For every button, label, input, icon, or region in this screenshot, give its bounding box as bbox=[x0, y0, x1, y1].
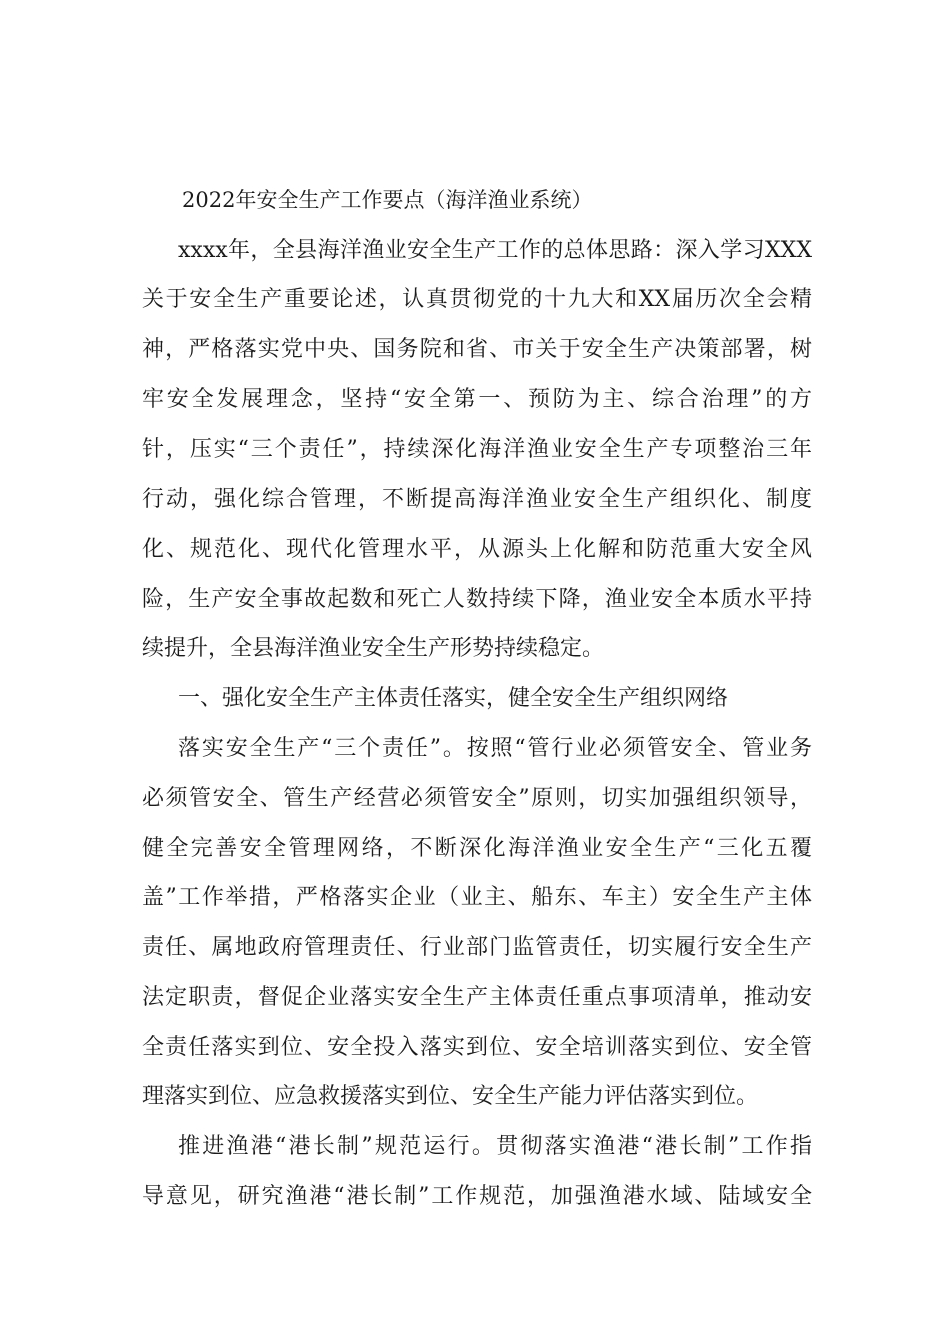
paragraph-2-line-3: 健全完善安全管理网络，不断深化海洋渔业安全生产“三化五覆 bbox=[142, 836, 812, 861]
paragraph-3-line-1: 推进渔港“港长制”规范运行。贯彻落实渔港“港长制”工作指 bbox=[178, 1134, 812, 1159]
paragraph-1-line-9: 续提升，全县海洋渔业安全生产形势持续稳定。 bbox=[142, 636, 605, 661]
paragraph-2-line-5: 责任、属地政府管理责任、行业部门监管责任，切实履行安全生产 bbox=[142, 935, 812, 960]
paragraph-3-line-2: 导意见，研究渔港“港长制”工作规范，加强渔港水域、陆域安全 bbox=[142, 1184, 812, 1209]
paragraph-1-line-5: 针，压实“三个责任”，持续深化海洋渔业安全生产专项整治三年 bbox=[142, 437, 812, 462]
paragraph-2-line-6: 法定职责，督促企业落实安全生产主体责任重点事项清单，推动安 bbox=[142, 985, 812, 1010]
paragraph-2-line-2: 必须管安全、管生产经营必须管安全”原则，切实加强组织领导， bbox=[142, 786, 812, 811]
paragraph-2-line-1: 落实安全生产“三个责任”。按照“管行业必须管安全、管业务 bbox=[178, 736, 812, 761]
paragraph-2-line-8: 理落实到位、应急救援落实到位、安全生产能力评估落实到位。 bbox=[142, 1084, 759, 1109]
paragraph-1-line-6: 行动，强化综合管理，不断提高海洋渔业安全生产组织化、制度 bbox=[142, 487, 812, 512]
section-heading-1: 一、强化安全生产主体责任落实，健全安全生产组织网络 bbox=[178, 686, 729, 711]
document-title: 2022年安全生产工作要点（海洋渔业系统） bbox=[182, 188, 593, 212]
paragraph-1-line-8: 险，生产安全事故起数和死亡人数持续下降，渔业安全本质水平持 bbox=[142, 587, 812, 612]
paragraph-2-line-4: 盖”工作举措，严格落实企业（业主、船东、车主）安全生产主体 bbox=[142, 885, 812, 910]
paragraph-1-line-7: 化、规范化、现代化管理水平，从源头上化解和防范重大安全风 bbox=[142, 537, 812, 562]
paragraph-2-line-7: 全责任落实到位、安全投入落实到位、安全培训落实到位、安全管 bbox=[142, 1035, 812, 1060]
paragraph-1-line-3: 神，严格落实党中央、国务院和省、市关于安全生产决策部署，树 bbox=[142, 337, 812, 362]
paragraph-1-line-1: xxxx年，全县海洋渔业安全生产工作的总体思路：深入学习XXX bbox=[178, 238, 812, 263]
paragraph-1-line-4: 牢安全发展理念，坚持“安全第一、预防为主、综合治理”的方 bbox=[142, 387, 812, 412]
paragraph-1-line-2: 关于安全生产重要论述，认真贯彻党的十九大和XX届历次全会精 bbox=[142, 287, 812, 312]
